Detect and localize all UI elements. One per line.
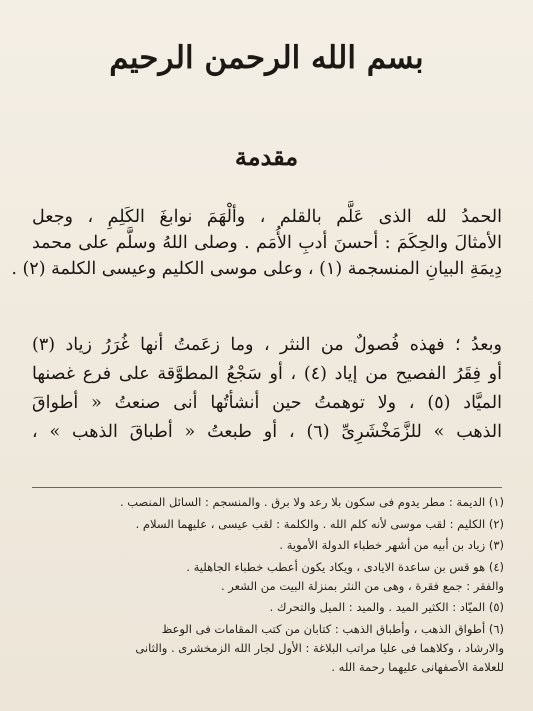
footnote-line: والفقر : جمع فقرة ، وهى من النثر بمنزلة البيت من الشعر . bbox=[220, 578, 504, 593]
footnotes bbox=[28, 493, 504, 677]
footnote-4 bbox=[28, 558, 504, 596]
footnote-2 bbox=[28, 515, 504, 534]
footnote-3 bbox=[28, 536, 504, 555]
footnote-line: (٥) الميّاد : الكثير الميد . والميد : الميل والتحرك . bbox=[269, 600, 504, 614]
paragraph-line: الحمدُ لله الذى عَلَّم بالقلم ، وألْهَمَ نوابغَ الكَلِمِ ، وجعل bbox=[32, 207, 502, 227]
footnote-divider bbox=[32, 487, 502, 488]
footnote-line: (٤) هو قس بن ساعدة الايادى ، ويكاد يكون أعطب خطباء الجاهلية . bbox=[186, 559, 504, 574]
footnote-1 bbox=[28, 493, 504, 512]
footnote-line: (٣) زياد بن أبيه من أشهر خطباء الدولة الأموية . bbox=[279, 538, 504, 552]
basmala-heading: بسم الله الرحمن الرحيم bbox=[109, 40, 424, 76]
footnote-line: (٦) أطواق الذهب ، وأطباق الذهب : كتابان من كتب المقامات فى الوعظ bbox=[161, 621, 504, 636]
footnote-line: (١) الديمة : مطر يدوم فى سكون بلا رعد ولا برق . والمنسجم : السائل المنصب . bbox=[119, 495, 504, 509]
paragraph-line: الميَّاد (٥) ، ولا توهمتُ حين أنشأتُها أنى صنعتُ « أطواقَ bbox=[32, 393, 502, 413]
paragraph-line: وبعدُ ؛ فهذه فُصولٌ من النثر ، وما زعَمتُ أنها غُرَرُ زياد (٣) bbox=[32, 335, 502, 355]
intro-paragraph-1 bbox=[11, 204, 502, 282]
footnote-line: للعلامة الأصفهانى عليهما رحمة الله . bbox=[331, 659, 504, 674]
paragraph-line: الأمثالَ والحِكَمَ : أحسنَ أدبِ الأُمَم . وصلى اللهُ وسلَّم على محمد bbox=[32, 233, 502, 253]
footnote-line: (٢) الكليم : لقب موسى لأنه كلم الله . والكلمة : لقب عيسى ، عليهما السلام . bbox=[135, 516, 504, 531]
footnote-line: والارشاد ، وكلاهما فى عليا مراتب البلاغة : الأول لجار الله الزمخشرى . والثانى bbox=[135, 640, 504, 655]
section-title: مقدمة bbox=[234, 142, 299, 171]
paragraph-line: الذهب » للزَّمَخْشَرِىِّ (٦) ، أو طبعتُ « أطباقَ الذهب » ، bbox=[32, 422, 502, 442]
paragraph-line: دِيمَةِ البيانِ المنسجمة (١) ، وعلى موسى الكليم وعيسى الكلمة (٢) . bbox=[11, 259, 502, 279]
intro-paragraph-2 bbox=[32, 331, 502, 447]
footnote-6 bbox=[28, 620, 504, 677]
paragraph-line: أو فِقَرُ الفصيح من إياد (٤) ، أو سَجْعُ المطوَّقة على فرع غصنها bbox=[32, 364, 502, 384]
footnote-5 bbox=[28, 598, 504, 617]
